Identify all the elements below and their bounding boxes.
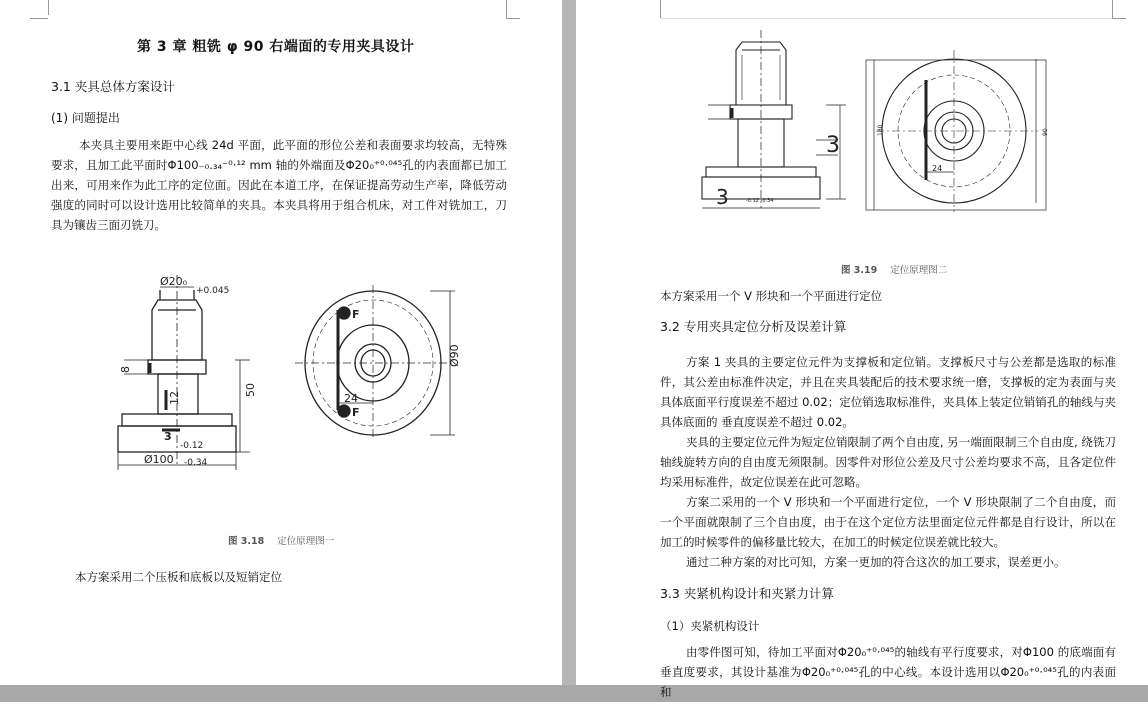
dim-label: Ø20₀ (160, 275, 188, 288)
crop-mark (1112, 18, 1126, 19)
body-text: 本方案采用二个压板和底板以及短销定位 (75, 570, 282, 584)
dim-label: 24 (932, 164, 943, 173)
dim-label: -0.34 (184, 458, 208, 468)
crop-mark (1112, 0, 1113, 18)
figure-number: 图 3.18 (228, 536, 265, 547)
dim-label: F (352, 308, 360, 321)
subheading: (1) 问题提出 (51, 111, 120, 125)
figure-caption (228, 533, 334, 547)
dim-label: -0.12 (180, 441, 204, 451)
dim-label: 90 (1042, 128, 1049, 136)
dim-label: 3 (716, 185, 729, 209)
fig-3-19-drawing (686, 30, 1066, 215)
dim-label: Ø90 (448, 344, 461, 367)
right-page (576, 0, 1148, 699)
dim-label: 3 (164, 430, 172, 443)
body-paragraph: 夹具的主要定位元件为短定位销限制了两个自由度, 另一端面限制三个自由度, 绕铣刀轴线旋转方向的自由度无须限制。因零件对形位公差及尺寸公差均要求不高，且各定位件均采用标准件，故定位误差在此可忽略。 (660, 435, 1116, 489)
body-paragraph: 通过二种方案的对比可知，方案一更加的符合这次的加工要求，误差更小。 (686, 555, 1066, 569)
dim-label: +0.045 (196, 286, 230, 296)
dim-label: F (352, 406, 360, 419)
dim-label: 180 (877, 124, 884, 136)
body-text: 本方案采用一个 V 形块和一个平面进行定位 (660, 289, 883, 303)
dim-label: 3 (826, 133, 840, 158)
fig-3-18-drawing (100, 265, 490, 480)
body-paragraph: 方案 1 夹具的主要定位元件为支撑板和定位销。支撑板尺寸与公差都是选取的标准件，其公差由标准件决定，并且在夹具装配后的技术要求统一磨，支撑板的定为表面与夹具体底面平行度误差不超过 0.02；定位销选取标准件，夹具体上装定位销销孔的轴线与夹具体底面的 垂直度误差不超过 0.02。 (660, 355, 1116, 429)
dim-label: 50 (244, 383, 257, 397)
figure-title: 定位原理图一 (277, 536, 335, 547)
page-gap (562, 0, 576, 685)
figure-title: 定位原理图二 (890, 265, 948, 276)
subheading: （1）夹紧机构设计 (660, 619, 760, 633)
crop-mark (660, 0, 661, 18)
body-paragraph: 由零件图可知，待加工平面对Φ20₀⁺⁰·⁰⁴⁵的轴线有平行度要求，对Φ100 的底端面有垂直度要求，其设计基准为Φ20₀⁺⁰·⁰⁴⁵孔的中心线。本设计选用以Φ20₀⁺⁰·⁰⁴⁵孔的内表面和 (660, 645, 1116, 699)
crop-mark (48, 14, 49, 15)
crop-mark (660, 18, 1120, 19)
chapter-title: 第 3 章 粗铣 φ 90 右端面的专用夹具设计 (137, 39, 415, 55)
dim-label: 12 (168, 391, 181, 405)
section-heading: 3.2 专用夹具定位分析及误差计算 (660, 319, 847, 334)
body-paragraph: 本夹具主要用来距中心线 24d 平面，此平面的形位公差和表面要求均较高，无特殊要求，且加工此平面时Φ100₋₀.₃₄⁻⁰·¹² mm 轴的外端面及Φ20₀⁺⁰·⁰⁴⁵孔的内表面都已加工出来，可用来作为此工序的定位面。因此在本道工序，在保证提高劳动生产率，降低劳动强度的同时可以设计选用比较简单的夹具。本夹具将用于组合机床，对工件对铣加工，刀具为镶齿三面刃铣刀。 (51, 138, 507, 232)
crop-mark (48, 0, 49, 14)
dim-label: 8 (119, 366, 132, 373)
dim-label: Ø100 (144, 453, 174, 466)
figure-caption (841, 262, 947, 276)
crop-mark (30, 18, 48, 19)
dim-label: -0.12 -0.34 (746, 198, 774, 204)
dim-label: 24 (344, 392, 358, 405)
section-heading: 3.3 夹紧机构设计和夹紧力计算 (660, 586, 834, 601)
section-heading: 3.1 夹具总体方案设计 (51, 79, 175, 94)
crop-mark (506, 0, 507, 18)
body-paragraph: 方案二采用的一个 V 形块和一个平面进行定位，一个 V 形块限制了二个自由度，而一个平面就限制了三个自由度，由于在这个定位方法里面定位元件都是自行设计，所以在加工的时候零件的偏移量比较大，在加工的时候定位误差就比较大。 (660, 495, 1116, 549)
left-page (0, 0, 562, 685)
figure-number: 图 3.19 (841, 265, 878, 276)
crop-mark (506, 18, 520, 19)
